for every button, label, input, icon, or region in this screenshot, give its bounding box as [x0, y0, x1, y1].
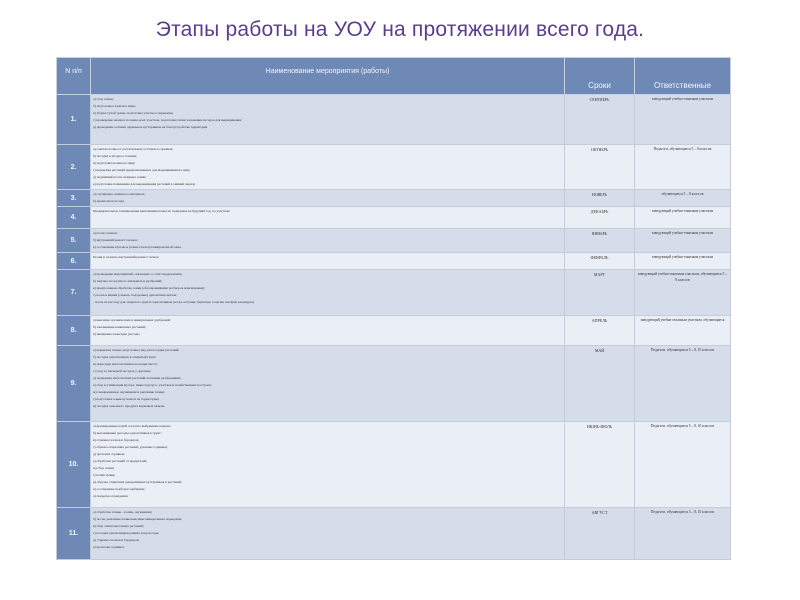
event-line: г) уход за закладкой посадок у дорожек; [93, 369, 151, 373]
table-row [57, 316, 731, 346]
event-description [91, 508, 565, 560]
event-line: ж) своевременное окучивание и рыхление почвы; [93, 390, 165, 394]
row-number: 8. [57, 316, 91, 346]
event-line: в) стрижка газонов и бордюров; [93, 438, 140, 442]
event-line: к) составление подборок гербариев; [93, 487, 145, 491]
event-line: е) сбор и утилизация мусора, вывоз мусора с участков и хозяйственных построек; [93, 383, 212, 387]
event-line: д) стрижка газонов и бордюров; [93, 538, 140, 542]
event-line: в) уборка сухой травы, подготовка участка к перекопке; [93, 111, 174, 115]
table-row [57, 253, 731, 270]
row-number: 5. [57, 229, 91, 253]
event-line: - посев на рассаду для открытого грунта однолетников (астра, петуния, бархатцы, георгин, шалфей, календула) [93, 300, 254, 304]
event-responsible: заведующий учебно-опытным участком, обучающиеся 5 – 8 классов [635, 270, 731, 316]
event-description [91, 95, 565, 145]
event-term: ДЕКАБРЬ [565, 207, 635, 229]
event-line: и) посадка семенного продукта кормовых свеклы. [93, 404, 166, 408]
event-line: б) закаливание комнатных растений; [93, 325, 146, 329]
event-line: е) обработка растений от вредителей; [93, 459, 148, 463]
event-line: а) сортировка семенного материала; [93, 192, 146, 196]
event-responsible: заведующий учебно-опытным участком, обучающиеся [635, 316, 731, 346]
table-row [57, 346, 731, 422]
event-description [91, 422, 565, 508]
event-line: з) подготовка к вывозу навоза на территорию; [93, 397, 160, 401]
event-responsible: обучающиеся 5 – 8 классов [635, 190, 731, 207]
event-line: б) подготовка газонов к зиме; [93, 104, 136, 108]
event-line: г) перекопка растений предназначенных для выращивания на зиму; [93, 168, 191, 172]
event-line: в) составление прогноза (плана газона) планировочной зоны. [93, 245, 182, 249]
event-term: СЕНТЯБРЬ [565, 95, 635, 145]
event-line: в) предпосевная обработка семян (обеззараживание растворов марганцовки); [93, 286, 205, 290]
event-line: б) посадка и уборка в течение; [93, 154, 138, 158]
event-responsible: заведующий учебно-опытным участком [635, 207, 731, 229]
event-line: и) обрезка отцветших декоративных кустарников и растений; [93, 480, 182, 484]
event-line: а) формирование клумб согласно выбранным планам; [93, 424, 171, 428]
event-description [91, 190, 565, 207]
row-number: 11. [57, 508, 91, 560]
event-responsible: заведующий учебно-опытным участком [635, 95, 731, 145]
event-line: а) посев газонов; [93, 231, 118, 235]
event-line: ж) сбор семян; [93, 466, 115, 470]
row-number: 4. [57, 207, 91, 229]
event-term: ФЕВРАЛЬ [565, 253, 635, 270]
event-line: д) подзимний посев овощных семян; [93, 175, 147, 179]
event-line: а) перекопка почвы, подготовка гряд для посадки растений; [93, 348, 180, 352]
event-line: б) посев, рыхление почвы внесение минеральных подкормок; [93, 517, 183, 521]
table-row [57, 422, 731, 508]
event-line: б) посадка однолетников в открытый грунт; [93, 355, 157, 359]
header-responsible: Ответственные [635, 58, 731, 95]
event-term: МАРТ [565, 270, 635, 316]
event-line: з) полив травы; [93, 473, 116, 477]
events-table [56, 57, 731, 560]
event-line: д) прополка сорняков; [93, 452, 125, 456]
event-responsible: заведующий учебно-опытным участком [635, 229, 731, 253]
event-term: ИЮНЬ-ИЮЛЬ [565, 422, 635, 508]
row-number: 6. [57, 253, 91, 270]
event-term: ЯНВАРЬ [565, 229, 635, 253]
page-title: Этапы работы на УОУ на протяжении всего года. [155, 18, 645, 41]
event-line: в) пересадка многолетников на новые места; [93, 362, 158, 366]
row-number: 9. [57, 346, 91, 422]
event-responsible: Педагоги, обучающиеся 5 – 8 классов [635, 145, 731, 190]
event-line: г) обрезка отцветших растений, удаление сорняков; [93, 445, 168, 449]
event-line: б) внутренний ремонт газонов; [93, 238, 138, 242]
row-number: 7. [57, 270, 91, 316]
event-responsible: Педагоги, обучающиеся 5 – 8, 10 классов [635, 422, 731, 508]
event-line: е) прополка сорняков. [93, 545, 125, 549]
row-number: 1. [57, 95, 91, 145]
event-description [91, 270, 565, 316]
event-line: в) подготовка почвы на зиму; [93, 161, 136, 165]
event-responsible: заведующий учебно-опытным участком [635, 253, 731, 270]
event-line: а) внесение органических и минеральных удобрений; [93, 318, 171, 322]
table-row [57, 229, 731, 253]
event-description [91, 346, 565, 422]
row-number: 3. [57, 190, 91, 207]
event-line: Полив и газонов, внутренний ремонт газонов [93, 255, 159, 259]
event-term: АПРЕЛЬ [565, 316, 635, 346]
event-line: д) проведение осенних деревьев и кустарников на благоустройстве территории [93, 125, 208, 129]
event-line: в) пикировка и высадка рассады [93, 332, 140, 336]
header-event-name: Наименование мероприятия (работы) [91, 58, 565, 95]
event-description [91, 207, 565, 229]
event-line: л) покраска ограждения [93, 494, 128, 498]
event-line: а) сбор семян; [93, 97, 114, 101]
event-line: г) посев в ящики (семена, подорожие) однолетних цветов: [93, 293, 178, 297]
table-row [57, 508, 731, 560]
table-row [57, 270, 731, 316]
table-row [57, 207, 731, 229]
event-description [91, 253, 565, 270]
event-term: АВГУСТ [565, 508, 635, 560]
event-description [91, 229, 565, 253]
row-number: 2. [57, 145, 91, 190]
event-term: ОКТЯБРЬ [565, 145, 635, 190]
event-responsible: Педагоги, обучающиеся 5 – 8, 10 классов [635, 508, 731, 560]
event-line: а) проведение мероприятий, связанных со снегозадержанием; [93, 272, 183, 276]
table-row [57, 95, 731, 145]
event-line: д) подкормка многолетних растений азотными удобрениями; [93, 376, 181, 380]
event-responsible: Педагоги, обучающиеся 5 – 8, 10 классов [635, 346, 731, 422]
header-number: N п/п [57, 58, 91, 95]
row-number: 10. [57, 422, 91, 508]
event-line: Предварительное планирование выполнения плана по подкормке на будущий год, по участкам [93, 209, 230, 213]
event-term: НОЯБРЬ [565, 190, 635, 207]
table-row [57, 145, 731, 190]
event-description [91, 145, 565, 190]
table-body [57, 95, 731, 560]
event-description [91, 316, 565, 346]
event-line: а) очистка почвы от растительных остатков и сорняков; [93, 147, 174, 151]
event-line: а) обработка почвы – полив, окучивание; [93, 510, 153, 514]
header-term: Сроки [565, 58, 635, 95]
event-line: г) проведение анализа и оценка всех участков, подготовка плана заложения посадок для выращивания; [93, 118, 242, 122]
event-line: в) сбор семян цветочных растений; [93, 524, 144, 528]
event-line: б) анализ итогов года. [93, 199, 125, 203]
event-line: е) подготовка помещения для выращивания растений в зимний период [93, 182, 196, 186]
table-header-row [57, 58, 731, 95]
table-row [57, 190, 731, 207]
event-term: МАЙ [565, 346, 635, 422]
event-line: г) посадка однолетников ранних для рассады; [93, 531, 160, 535]
event-line: б) закупка посадочного материала и удобрений; [93, 279, 163, 283]
event-line: б) высаживание рассады однолетников в грунт; [93, 431, 162, 435]
